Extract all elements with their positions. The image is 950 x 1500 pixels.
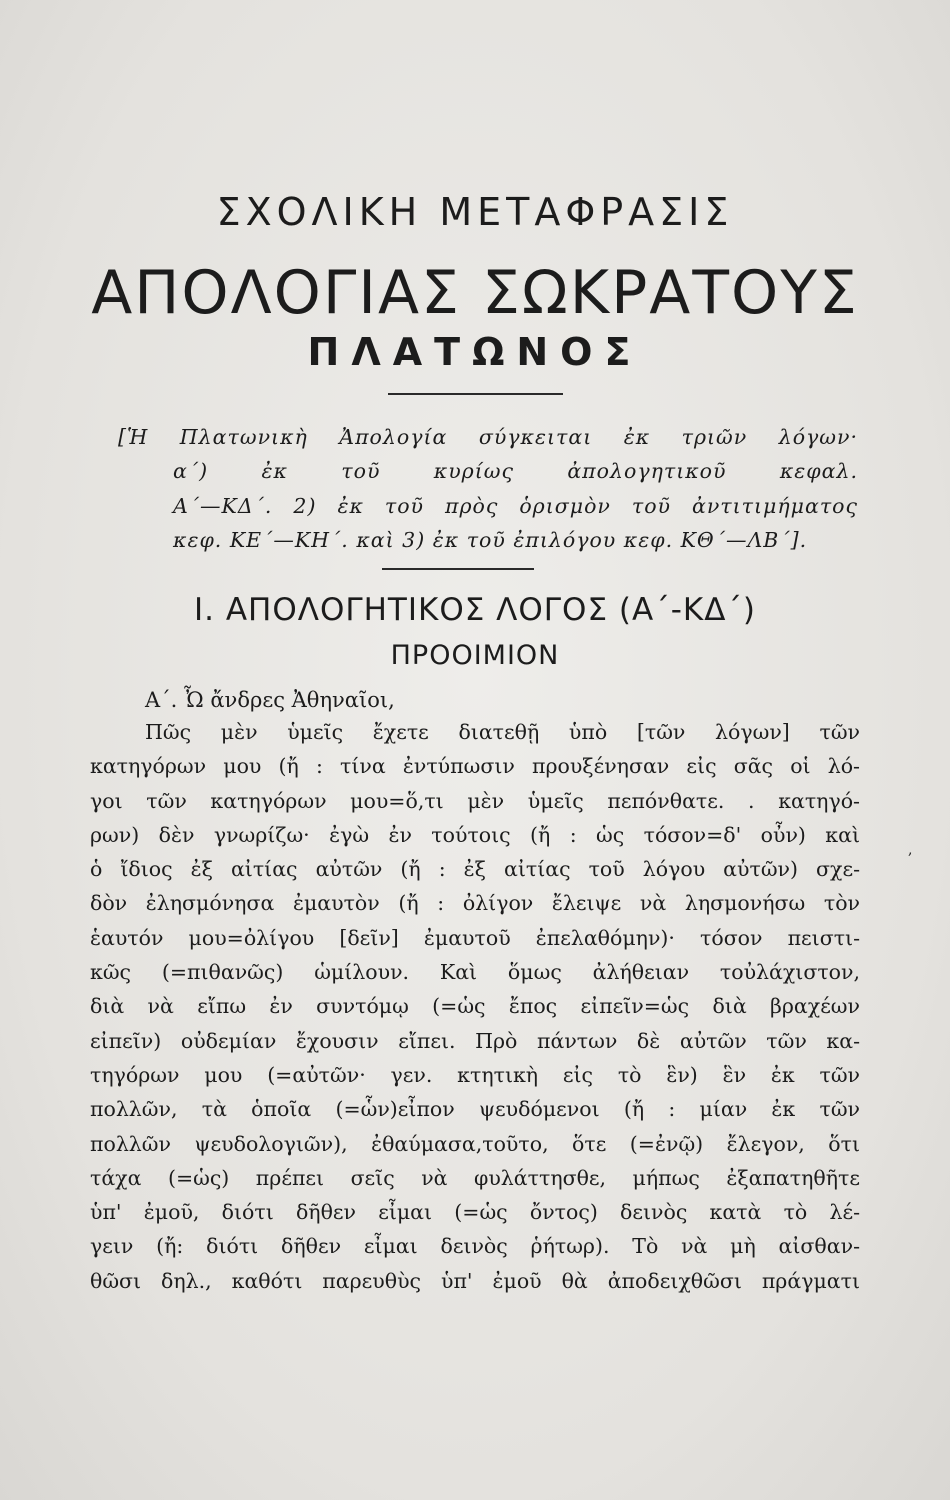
text-line: ἑαυτόν μου=ὀλίγου [δεῖν] ἐμαυτοῦ ἐπελαθόμην)· τόσον πειστι- bbox=[90, 925, 860, 950]
text-line: πολλῶν ψευδολογιῶν), ἐθαύμασα,τοῦτο, ὅτε (=ἐνῷ) ἔλεγον, ὅτι bbox=[90, 1131, 860, 1156]
note-line: α΄) ἐκ τοῦ κυρίως ἀπολογητικοῦ κεφαλ. bbox=[173, 459, 858, 484]
text-line: τάχα (=ὡς) πρέπει σεῖς νὰ φυλάττησθε, μήπως ἐξαπατηθῆτε bbox=[90, 1165, 860, 1190]
text-line: εἰπεῖν) οὐδεμίαν ἔχουσιν εἴπει. Πρὸ πάντων δὲ αὐτῶν τῶν κα- bbox=[90, 1028, 860, 1053]
text-line: δὸν ἐλησμόνησα ἐμαυτὸν (ἤ : ὀλίγον ἔλειψε νὰ λησμονήσω τὸν bbox=[90, 891, 860, 916]
margin-mark: , bbox=[908, 842, 913, 858]
series-title: ΣΧΟΛΙΚΗ ΜΕΤΑΦΡΑΣΙΣ bbox=[216, 190, 734, 234]
text-line: γειν (ἤ: διότι δῆθεν εἶμαι δεινὸς ῥήτωρ). Τὸ νὰ μὴ αἰσθαν- bbox=[90, 1234, 860, 1259]
text-line: θῶσι δηλ., καθότι παρευθὺς ὑπ' ἐμοῦ θὰ ἀποδειχθῶσι πράγματι bbox=[90, 1268, 860, 1293]
text-line: πολλῶν, τὰ ὁποῖα (=ὧν)εἶπον ψευδόμενοι (ἤ : μίαν ἐκ τῶν bbox=[90, 1097, 860, 1122]
text-line: γοι τῶν κατηγόρων μου=ὅ,τι μὲν ὑμεῖς πεπόνθατε. . κατηγό- bbox=[90, 788, 860, 813]
opening-address: Α΄. Ὦ ἄνδρες Ἀθηναῖοι, bbox=[145, 688, 395, 712]
section-divider bbox=[382, 568, 534, 570]
text-line: ὑπ' ἐμοῦ, διότι δῆθεν εἶμαι (=ὡς ὄντος) δεινὸς κατὰ τὸ λέ- bbox=[90, 1200, 860, 1225]
book-title: ΑΠΟΛΟΓΙΑΣ ΣΩΚΡΑΤΟΥΣ bbox=[91, 258, 859, 328]
text-line: ὁ ἴδιος ἐξ αἰτίας αὐτῶν (ἤ : ἐξ αἰτίας τοῦ λόγου αὐτῶν) σχε- bbox=[90, 857, 860, 882]
note-line: Α΄—ΚΔ΄. 2) ἐκ τοῦ πρὸς ὁρισμὸν τοῦ ἀντιτιμήματος bbox=[173, 493, 858, 518]
text-line: Πῶς μὲν ὑμεῖς ἔχετε διατεθῇ ὑπὸ [τῶν λόγων] τῶν bbox=[145, 720, 860, 744]
text-line: κῶς (=πιθανῶς) ὡμίλουν. Καὶ ὅμως ἀλήθειαν τοὐλάχιστον, bbox=[90, 960, 860, 985]
text-line: τηγόρων μου (=αὐτῶν· γεν. κτητικὴ εἰς τὸ ἓν) ἓν ἐκ τῶν bbox=[90, 1062, 860, 1087]
section-subheading: ΠΡΟΟΙΜΙΟΝ bbox=[390, 640, 560, 671]
title-divider bbox=[388, 393, 563, 395]
author-title: ΠΛΑΤΩΝΟΣ bbox=[307, 330, 643, 374]
text-line: διὰ νὰ εἴπω ἐν συντόμῳ (=ὡς ἔπος εἰπεῖν=ὡς διὰ βραχέων bbox=[90, 994, 860, 1019]
note-line: κεφ. ΚΕ΄—ΚΗ΄. καὶ 3) ἐκ τοῦ ἐπιλόγου κεφ. ΚΘ΄—ΛΒ΄]. bbox=[173, 527, 808, 552]
text-line: ρων) δὲν γνωρίζω· ἐγὼ ἐν τούτοις (ἤ : ὡς τόσον=δ' οὖν) καὶ bbox=[90, 822, 860, 847]
section-heading: Ι. ΑΠΟΛΟΓΗΤΙΚΟΣ ΛΟΓΟΣ (Α΄-ΚΔ΄) bbox=[193, 592, 757, 628]
introductory-note bbox=[118, 420, 858, 557]
text-line: κατηγόρων μου (ἤ : τίνα ἐντύπωσιν προυξένησαν εἰς σᾶς οἱ λό- bbox=[90, 754, 860, 779]
body-text bbox=[90, 715, 860, 1298]
note-line: [Ἡ Πλατωνικὴ Ἀπολογία σύγκειται ἐκ τριῶν λόγων· bbox=[118, 425, 858, 449]
